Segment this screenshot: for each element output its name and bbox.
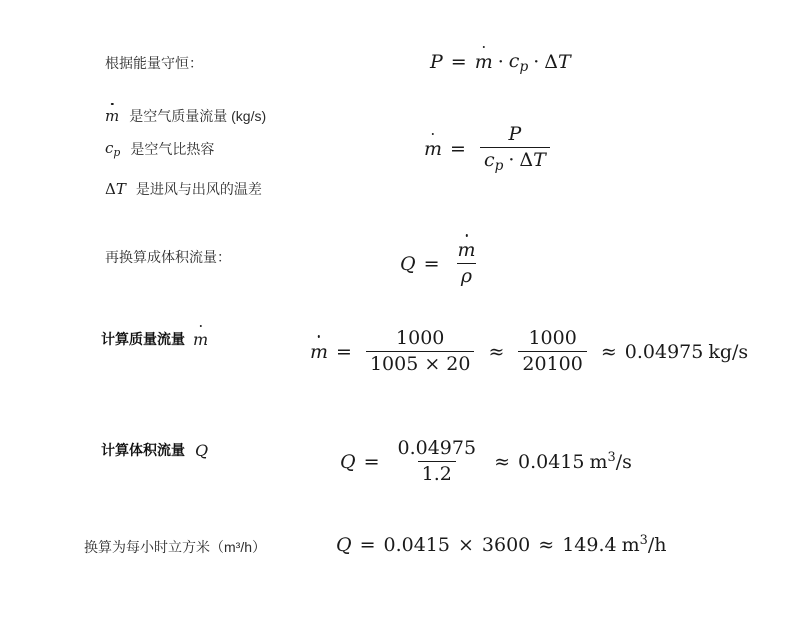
massflow-numerator: P <box>508 123 522 145</box>
volumeflow-numerator: m <box>454 240 480 263</box>
calc-mass-flow-symbol: m <box>193 329 209 349</box>
mfc-numerator-2: 1000 <box>528 327 577 349</box>
calc-volume-flow-symbol: Q <box>195 440 209 460</box>
vfc-equals: = <box>363 450 380 473</box>
equation-mass-flow-expression <box>424 124 556 174</box>
cp-symbol: $c_p$ <box>105 139 121 160</box>
power-cp: $c_p$ <box>508 50 529 75</box>
massflow-lhs: m <box>424 138 443 161</box>
equation-mass-flow <box>424 124 556 174</box>
phc-factor: 3600 <box>481 533 531 556</box>
equation-volume-flow-expression <box>400 240 486 288</box>
mdot-definition-label: 是空气质量流量 (kg/s) <box>129 108 267 124</box>
phc-result: 149.4 <box>562 533 617 556</box>
mfc-approx-1: ≈ <box>488 340 505 363</box>
equation-volume-flow-calc <box>340 438 632 486</box>
vfc-fraction <box>394 438 481 486</box>
power-mdot: m <box>474 51 493 74</box>
mdot-symbol: m <box>105 107 120 125</box>
equation-power-expression <box>430 50 571 75</box>
mfc-result: 0.04975 <box>624 340 704 363</box>
power-dot-1: · <box>497 51 504 74</box>
power-t: T <box>558 51 571 74</box>
equation-mass-flow-calc <box>310 328 748 376</box>
equation-per-hour-calc <box>336 533 666 556</box>
massflow-equals: = <box>450 138 466 161</box>
equation-per-hour-calc-expression <box>336 533 666 556</box>
phc-times: × <box>457 533 474 556</box>
calc-volume-flow-label: 计算体积流量 <box>101 442 185 458</box>
definition-cp-row <box>105 139 214 159</box>
power-lhs: P <box>430 51 443 74</box>
vfc-approx: ≈ <box>494 450 510 473</box>
mfc-denominator-1: 1005 × 20 <box>366 351 475 376</box>
equation-mass-flow-calc-expression <box>310 328 748 376</box>
calc-mass-flow-row <box>101 329 208 349</box>
mfc-unit: kg/s <box>708 340 749 363</box>
definition-deltat-row <box>105 179 262 199</box>
per-hour-row <box>84 537 266 557</box>
deltat-symbol: ΔT <box>105 180 126 198</box>
calc-mass-flow-label: 计算质量流量 <box>101 331 185 347</box>
volumeflow-fraction <box>454 240 480 288</box>
definition-mdot-row <box>105 106 266 126</box>
mfc-denominator-2: 20100 <box>518 351 586 376</box>
phc-value: 0.0415 <box>383 533 450 556</box>
volumeflow-equals: = <box>423 252 440 275</box>
calc-volume-flow-row <box>101 440 208 460</box>
mfc-approx-2: ≈ <box>600 340 617 363</box>
power-equals: = <box>450 51 467 74</box>
phc-equals: = <box>359 533 376 556</box>
vfc-denominator: 1.2 <box>418 461 456 486</box>
mfc-lhs: m <box>310 340 329 363</box>
power-delta: Δ <box>544 51 558 74</box>
mfc-fraction-2 <box>518 328 586 376</box>
energy-conservation-row <box>105 53 203 73</box>
volume-convert-row <box>105 247 231 267</box>
mfc-numerator-1: 1000 <box>396 327 445 349</box>
massflow-fraction <box>480 124 550 174</box>
volume-convert-label: 再换算成体积流量： <box>105 249 231 265</box>
mfc-fraction-1 <box>366 328 475 376</box>
volumeflow-lhs: Q <box>400 252 416 275</box>
equation-power <box>430 50 571 75</box>
volumeflow-denominator: ρ <box>457 263 476 288</box>
phc-lhs: Q <box>336 533 352 556</box>
massflow-denominator: $c_p \cdot \Delta T$ <box>480 147 550 175</box>
equation-volume-flow-calc-expression <box>340 438 632 486</box>
vfc-lhs: Q <box>340 450 356 473</box>
equation-volume-flow <box>400 240 486 288</box>
per-hour-label: 换算为每小时立方米（m³/h） <box>84 539 266 555</box>
power-dot-2: · <box>533 51 540 74</box>
energy-conservation-label: 根据能量守恒： <box>105 55 203 71</box>
mfc-equals: = <box>336 340 352 363</box>
phc-unit: $m^3/h$ <box>621 533 667 557</box>
vfc-unit: $m^3/s$ <box>589 450 632 474</box>
vfc-result: 0.0415 <box>518 450 585 473</box>
cp-definition-label: 是空气比热容 <box>130 141 215 157</box>
vfc-numerator: 0.04975 <box>397 437 477 459</box>
deltat-definition-label: 是进风与出风的温差 <box>135 181 262 197</box>
phc-approx: ≈ <box>538 533 555 556</box>
